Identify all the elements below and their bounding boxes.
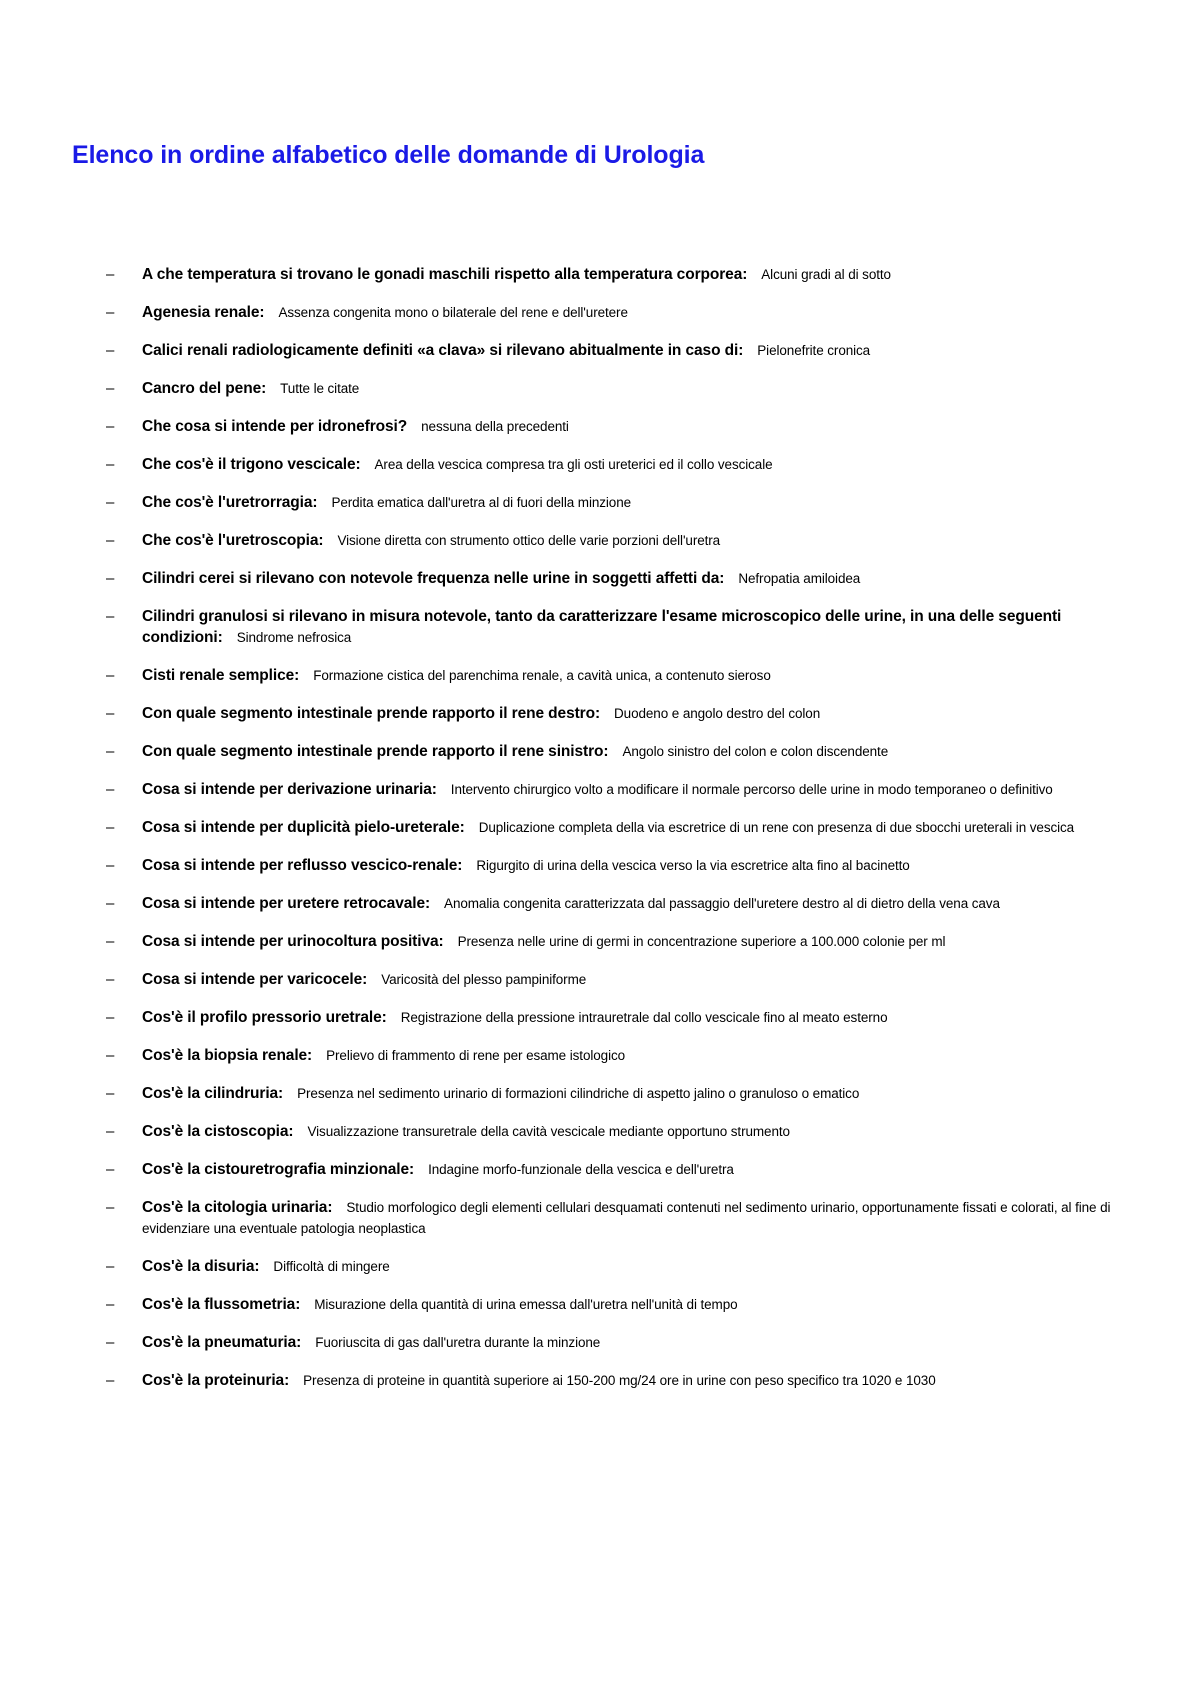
question-text: Con quale segmento intestinale prende rapporto il rene sinistro: [142,743,609,760]
question-text: Cos'è la disuria: [142,1258,260,1275]
answer-text: Difficoltà di mingere [273,1259,390,1274]
answer-text: Presenza di proteine in quantità superiore ai 150-200 mg/24 ore in urine con peso specifico tra 1020 e 1030 [303,1373,936,1388]
dash-bullet: – [106,667,115,684]
question-text: Cancro del pene: [142,380,267,397]
question-list [0,264,1200,1408]
question-text: Che cos'è il trigono vescicale: [142,456,361,473]
dash-bullet: – [106,1009,115,1026]
dash-bullet: – [106,895,115,912]
answer-text: Misurazione della quantità di urina emessa dall'uretra nell'unità di tempo [314,1297,738,1312]
dash-bullet: – [106,1372,115,1389]
answer-text: Pielonefrite cronica [757,343,871,358]
answer-text: Anomalia congenita caratterizzata dal passaggio dell'uretere destro al di dietro della vena cava [444,896,1000,911]
question-text: Con quale segmento intestinale prende rapporto il rene destro: [142,705,601,722]
list-item [0,492,1200,513]
answer-text: Sindrome nefrosica [236,630,352,645]
question-text: Cos'è la cistoscopia: [142,1123,294,1140]
dash-bullet: – [106,819,115,836]
question-text: Cos'è la citologia urinaria: [142,1199,333,1216]
dash-bullet: – [106,608,115,625]
answer-text: Duplicazione completa della via escretrice di un rene con presenza di due sbocchi ureterali in vescica [478,820,1075,835]
list-item [0,1294,1200,1315]
list-item [0,741,1200,762]
answer-text: Visione diretta con strumento ottico delle varie porzioni dell'uretra [337,533,721,548]
list-item [0,1083,1200,1104]
answer-text: Assenza congenita mono o bilaterale del rene e dell'uretere [278,305,628,320]
question-text: Calici renali radiologicamente definiti «a clava» si rilevano abitualmente in caso di: [142,342,744,359]
list-item [0,1045,1200,1066]
list-item [0,1370,1200,1391]
dash-bullet: – [106,933,115,950]
list-item [0,1256,1200,1277]
question-text: Cos'è la cistouretrografia minzionale: [142,1161,415,1178]
dash-bullet: – [106,304,115,321]
dash-bullet: – [106,743,115,760]
answer-text: Duodeno e angolo destro del colon [614,706,821,721]
question-text: Cisti renale semplice: [142,667,300,684]
question-text: Cosa si intende per uretere retrocavale: [142,895,431,912]
dash-bullet: – [106,456,115,473]
list-item [0,1197,1200,1239]
list-item [0,416,1200,437]
question-text: Che cos'è l'uretroscopia: [142,532,324,549]
answer-text: Angolo sinistro del colon e colon discendente [622,744,889,759]
dash-bullet: – [106,1296,115,1313]
answer-text: Prelievo di frammento di rene per esame istologico [326,1048,626,1063]
dash-bullet: – [106,266,115,283]
answer-text: Presenza nelle urine di germi in concentrazione superiore a 100.000 colonie per ml [457,934,946,949]
dash-bullet: – [106,705,115,722]
list-item [0,1007,1200,1028]
question-text: Cos'è la proteinuria: [142,1372,290,1389]
dash-bullet: – [106,570,115,587]
page-title: Elenco in ordine alfabetico delle domande di Urologia [72,141,705,169]
dash-bullet: – [106,380,115,397]
list-item [0,264,1200,285]
list-item [0,855,1200,876]
question-text: Cilindri granulosi si rilevano in misura notevole, tanto da caratterizzare l'esame microscopico delle urine, in una delle seguenti condizioni: [142,608,1062,646]
list-item [0,340,1200,361]
answer-text: Studio morfologico degli elementi cellulari desquamati contenuti nel sedimento urinario, opportunamente fissati e colorati, al fine di evidenziare una eventuale patologia neoplastica [142,1200,1111,1236]
question-text: Cos'è la flussometria: [142,1296,301,1313]
answer-text: Perdita ematica dall'uretra al di fuori della minzione [331,495,632,510]
list-item [0,568,1200,589]
answer-text: Registrazione della pressione intrauretrale dal collo vescicale fino al meato esterno [400,1010,888,1025]
dash-bullet: – [106,1085,115,1102]
list-item [0,302,1200,323]
question-text: Cilindri cerei si rilevano con notevole frequenza nelle urine in soggetti affetti da: [142,570,725,587]
question-text: Cos'è il profilo pressorio uretrale: [142,1009,387,1026]
list-item [0,1159,1200,1180]
question-text: A che temperatura si trovano le gonadi maschili rispetto alla temperatura corporea: [142,266,748,283]
dash-bullet: – [106,1199,115,1216]
answer-text: Indagine morfo-funzionale della vescica e dell'uretra [428,1162,734,1177]
question-text: Cos'è la cilindruria: [142,1085,284,1102]
dash-bullet: – [106,1334,115,1351]
answer-text: Alcuni gradi al di sotto [761,267,891,282]
question-text: Cos'è la biopsia renale: [142,1047,313,1064]
list-item [0,665,1200,686]
question-text: Cosa si intende per reflusso vescico-renale: [142,857,463,874]
answer-text: Presenza nel sedimento urinario di formazioni cilindriche di aspetto jalino o granuloso o ematico [297,1086,860,1101]
list-item [0,1121,1200,1142]
question-text: Che cos'è l'uretrorragia: [142,494,318,511]
question-text: Cosa si intende per urinocoltura positiva: [142,933,444,950]
dash-bullet: – [106,418,115,435]
dash-bullet: – [106,1047,115,1064]
question-text: Agenesia renale: [142,304,265,321]
question-text: Cosa si intende per varicocele: [142,971,368,988]
list-item [0,378,1200,399]
answer-text: Tutte le citate [280,381,360,396]
list-item [0,779,1200,800]
list-item [0,893,1200,914]
list-item [0,969,1200,990]
question-text: Che cosa si intende per idronefrosi? [142,418,408,435]
list-item [0,606,1200,648]
dash-bullet: – [106,781,115,798]
list-item [0,1332,1200,1353]
dash-bullet: – [106,494,115,511]
dash-bullet: – [106,1258,115,1275]
answer-text: Formazione cistica del parenchima renale, a cavità unica, a contenuto sieroso [313,668,771,683]
answer-text: Varicosità del plesso pampiniforme [381,972,587,987]
dash-bullet: – [106,532,115,549]
dash-bullet: – [106,971,115,988]
question-text: Cosa si intende per duplicità pielo-ureterale: [142,819,465,836]
list-item [0,931,1200,952]
dash-bullet: – [106,1161,115,1178]
answer-text: Nefropatia amiloidea [738,571,861,586]
answer-text: Fuoriuscita di gas dall'uretra durante la minzione [315,1335,601,1350]
answer-text: Area della vescica compresa tra gli osti ureterici ed il collo vescicale [374,457,773,472]
answer-text: Rigurgito di urina della vescica verso la via escretrice alta fino al bacinetto [476,858,910,873]
list-item [0,703,1200,724]
question-text: Cos'è la pneumaturia: [142,1334,302,1351]
answer-text: nessuna della precedenti [421,419,569,434]
dash-bullet: – [106,1123,115,1140]
list-item [0,454,1200,475]
answer-text: Visualizzazione transuretrale della cavità vescicale mediante opportuno strumento [307,1124,790,1139]
dash-bullet: – [106,857,115,874]
dash-bullet: – [106,342,115,359]
list-item [0,530,1200,551]
question-text: Cosa si intende per derivazione urinaria: [142,781,437,798]
list-item [0,817,1200,838]
answer-text: Intervento chirurgico volto a modificare il normale percorso delle urine in modo temporaneo o definitivo [450,782,1053,797]
